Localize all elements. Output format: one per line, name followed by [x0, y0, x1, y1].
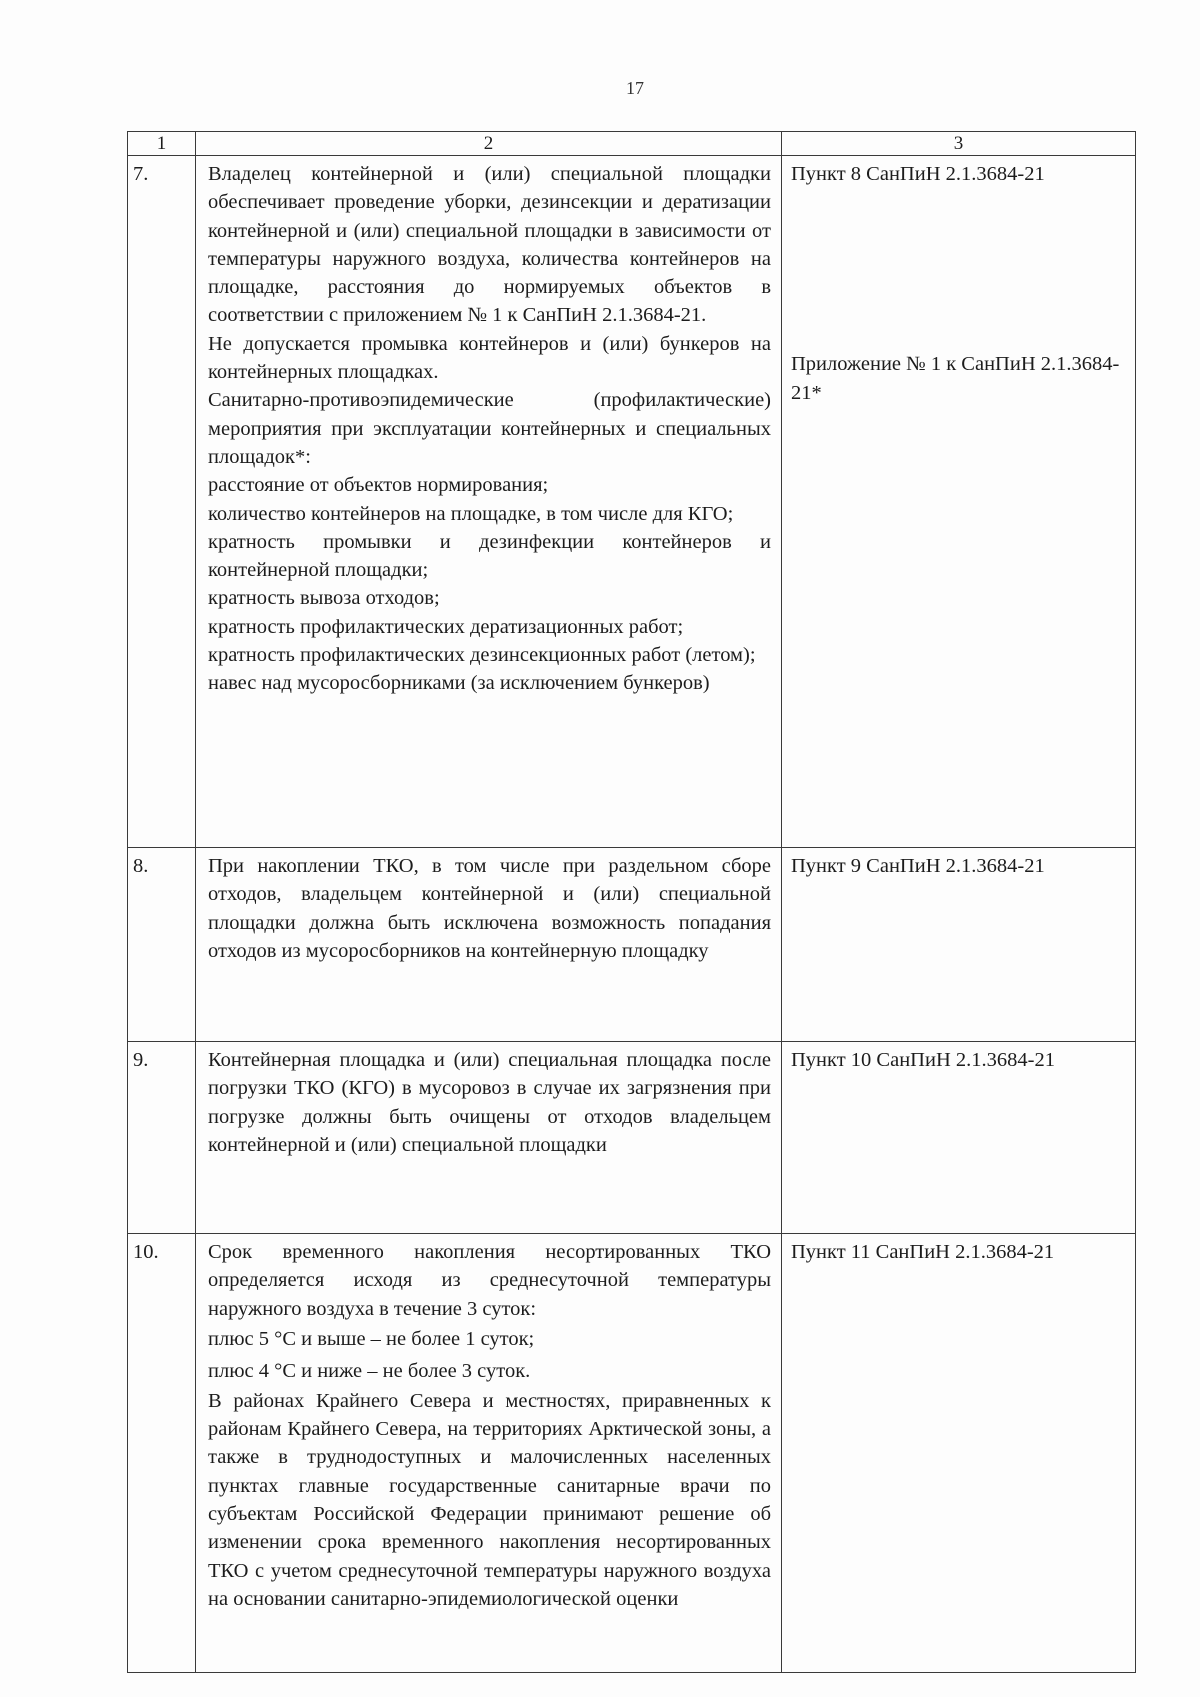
requirement-paragraph: Не допускается промывка контейнеров и (или) бункеров на контейнерных площадках.	[208, 332, 771, 384]
requirement-paragraph: количество контейнеров на площадке, в том числе для КГО;	[208, 502, 734, 525]
requirement-paragraph: Санитарно-противоэпидемические (профилактические) мероприятия при эксплуатации контейнерных и специальных площадок*:	[208, 389, 771, 468]
requirement-paragraph: кратность вывоза отходов;	[208, 587, 440, 610]
table-header-row	[128, 132, 1136, 156]
requirement-paragraph: Владелец контейнерной и (или) специальной площадки обеспечивает проведение уборки, дезинсекции и дератизации контейнерной и (или) специальной площадки в зависимости от температуры наружного воздуха, количества контейнеров на площадке, расстояния до нормируемых объектов в соответствии с приложением № 1 к СанПиН 2.1.3684-21.	[208, 163, 771, 327]
reference-text: Приложение № 1 к СанПиН 2.1.3684-21*	[791, 353, 1120, 404]
reference-text: Пункт 10 СанПиН 2.1.3684-21	[791, 1049, 1055, 1071]
requirement-paragraph: При накоплении ТКО, в том числе при раздельном сборе отходов, владельцем контейнерной и (или) специальной площадки должна быть исключена возможность попадания отходов из мусоросборников на контейнерную площадку	[208, 855, 771, 962]
row-number: 9.	[128, 1042, 196, 1234]
page-number: 17	[626, 78, 644, 98]
requirement-paragraph: расстояние от объектов нормирования;	[208, 474, 549, 497]
requirement-paragraph: плюс 4 °С и ниже – не более 3 суток.	[208, 1359, 531, 1382]
row-number: 8.	[128, 848, 196, 1042]
requirement-paragraph: навес над мусоросборниками (за исключением бункеров)	[208, 672, 710, 695]
reference-text: Пункт 8 СанПиН 2.1.3684-21	[791, 163, 1045, 185]
requirement-paragraph: В районах Крайнего Севера и местностях, приравненных к районам Крайнего Севера, на территориях Арктической зоны, а также в труднодоступных и малочисленных населенных пунктах главные государственные санитарные врачи по субъектам Российской Федерации принимают решение об изменении срока временного накопления несортированных ТКО с учетом среднесуточной температуры наружного воздуха на основании санитарно-эпидемиологической оценки	[208, 1389, 771, 1610]
row-number: 7.	[128, 156, 196, 848]
requirement-paragraph: кратность профилактических дератизационных работ;	[208, 615, 684, 638]
requirement-paragraph: Срок временного накопления несортированных ТКО определяется исходя из среднесуточной температуры наружного воздуха в течение 3 суток:	[208, 1241, 771, 1320]
reference-cell	[782, 1234, 1136, 1673]
reference-cell	[782, 1042, 1136, 1234]
requirement-text	[196, 1234, 782, 1673]
requirement-paragraph: кратность промывки и дезинфекции контейнеров и контейнерной площадки;	[208, 530, 771, 582]
requirement-paragraph: кратность профилактических дезинсекционных работ (летом);	[208, 644, 756, 667]
requirement-paragraph: Контейнерная площадка и (или) специальная площадка после погрузки ТКО (КГО) в мусоровоз в случае их загрязнения при погрузке должны быть очищены от отходов владельцем контейнерной и (или) специальной площадки	[208, 1049, 771, 1156]
table-row	[128, 1234, 1136, 1673]
row-number: 10.	[128, 1234, 196, 1673]
requirements-table	[127, 131, 1136, 1673]
requirement-text	[196, 848, 782, 1042]
table-row	[128, 156, 1136, 848]
column-header-1: 1	[128, 132, 196, 156]
reference-text: Пункт 11 СанПиН 2.1.3684-21	[791, 1241, 1055, 1263]
requirement-text	[196, 1042, 782, 1234]
reference-text: Пункт 9 СанПиН 2.1.3684-21	[791, 855, 1045, 877]
requirement-paragraph: плюс 5 °С и выше – не более 1 суток;	[208, 1327, 535, 1350]
table-row	[128, 1042, 1136, 1234]
column-header-3: 3	[782, 132, 1136, 156]
reference-cell	[782, 156, 1136, 848]
reference-cell	[782, 848, 1136, 1042]
requirement-text	[196, 156, 782, 848]
table-row	[128, 848, 1136, 1042]
column-header-2: 2	[196, 132, 782, 156]
